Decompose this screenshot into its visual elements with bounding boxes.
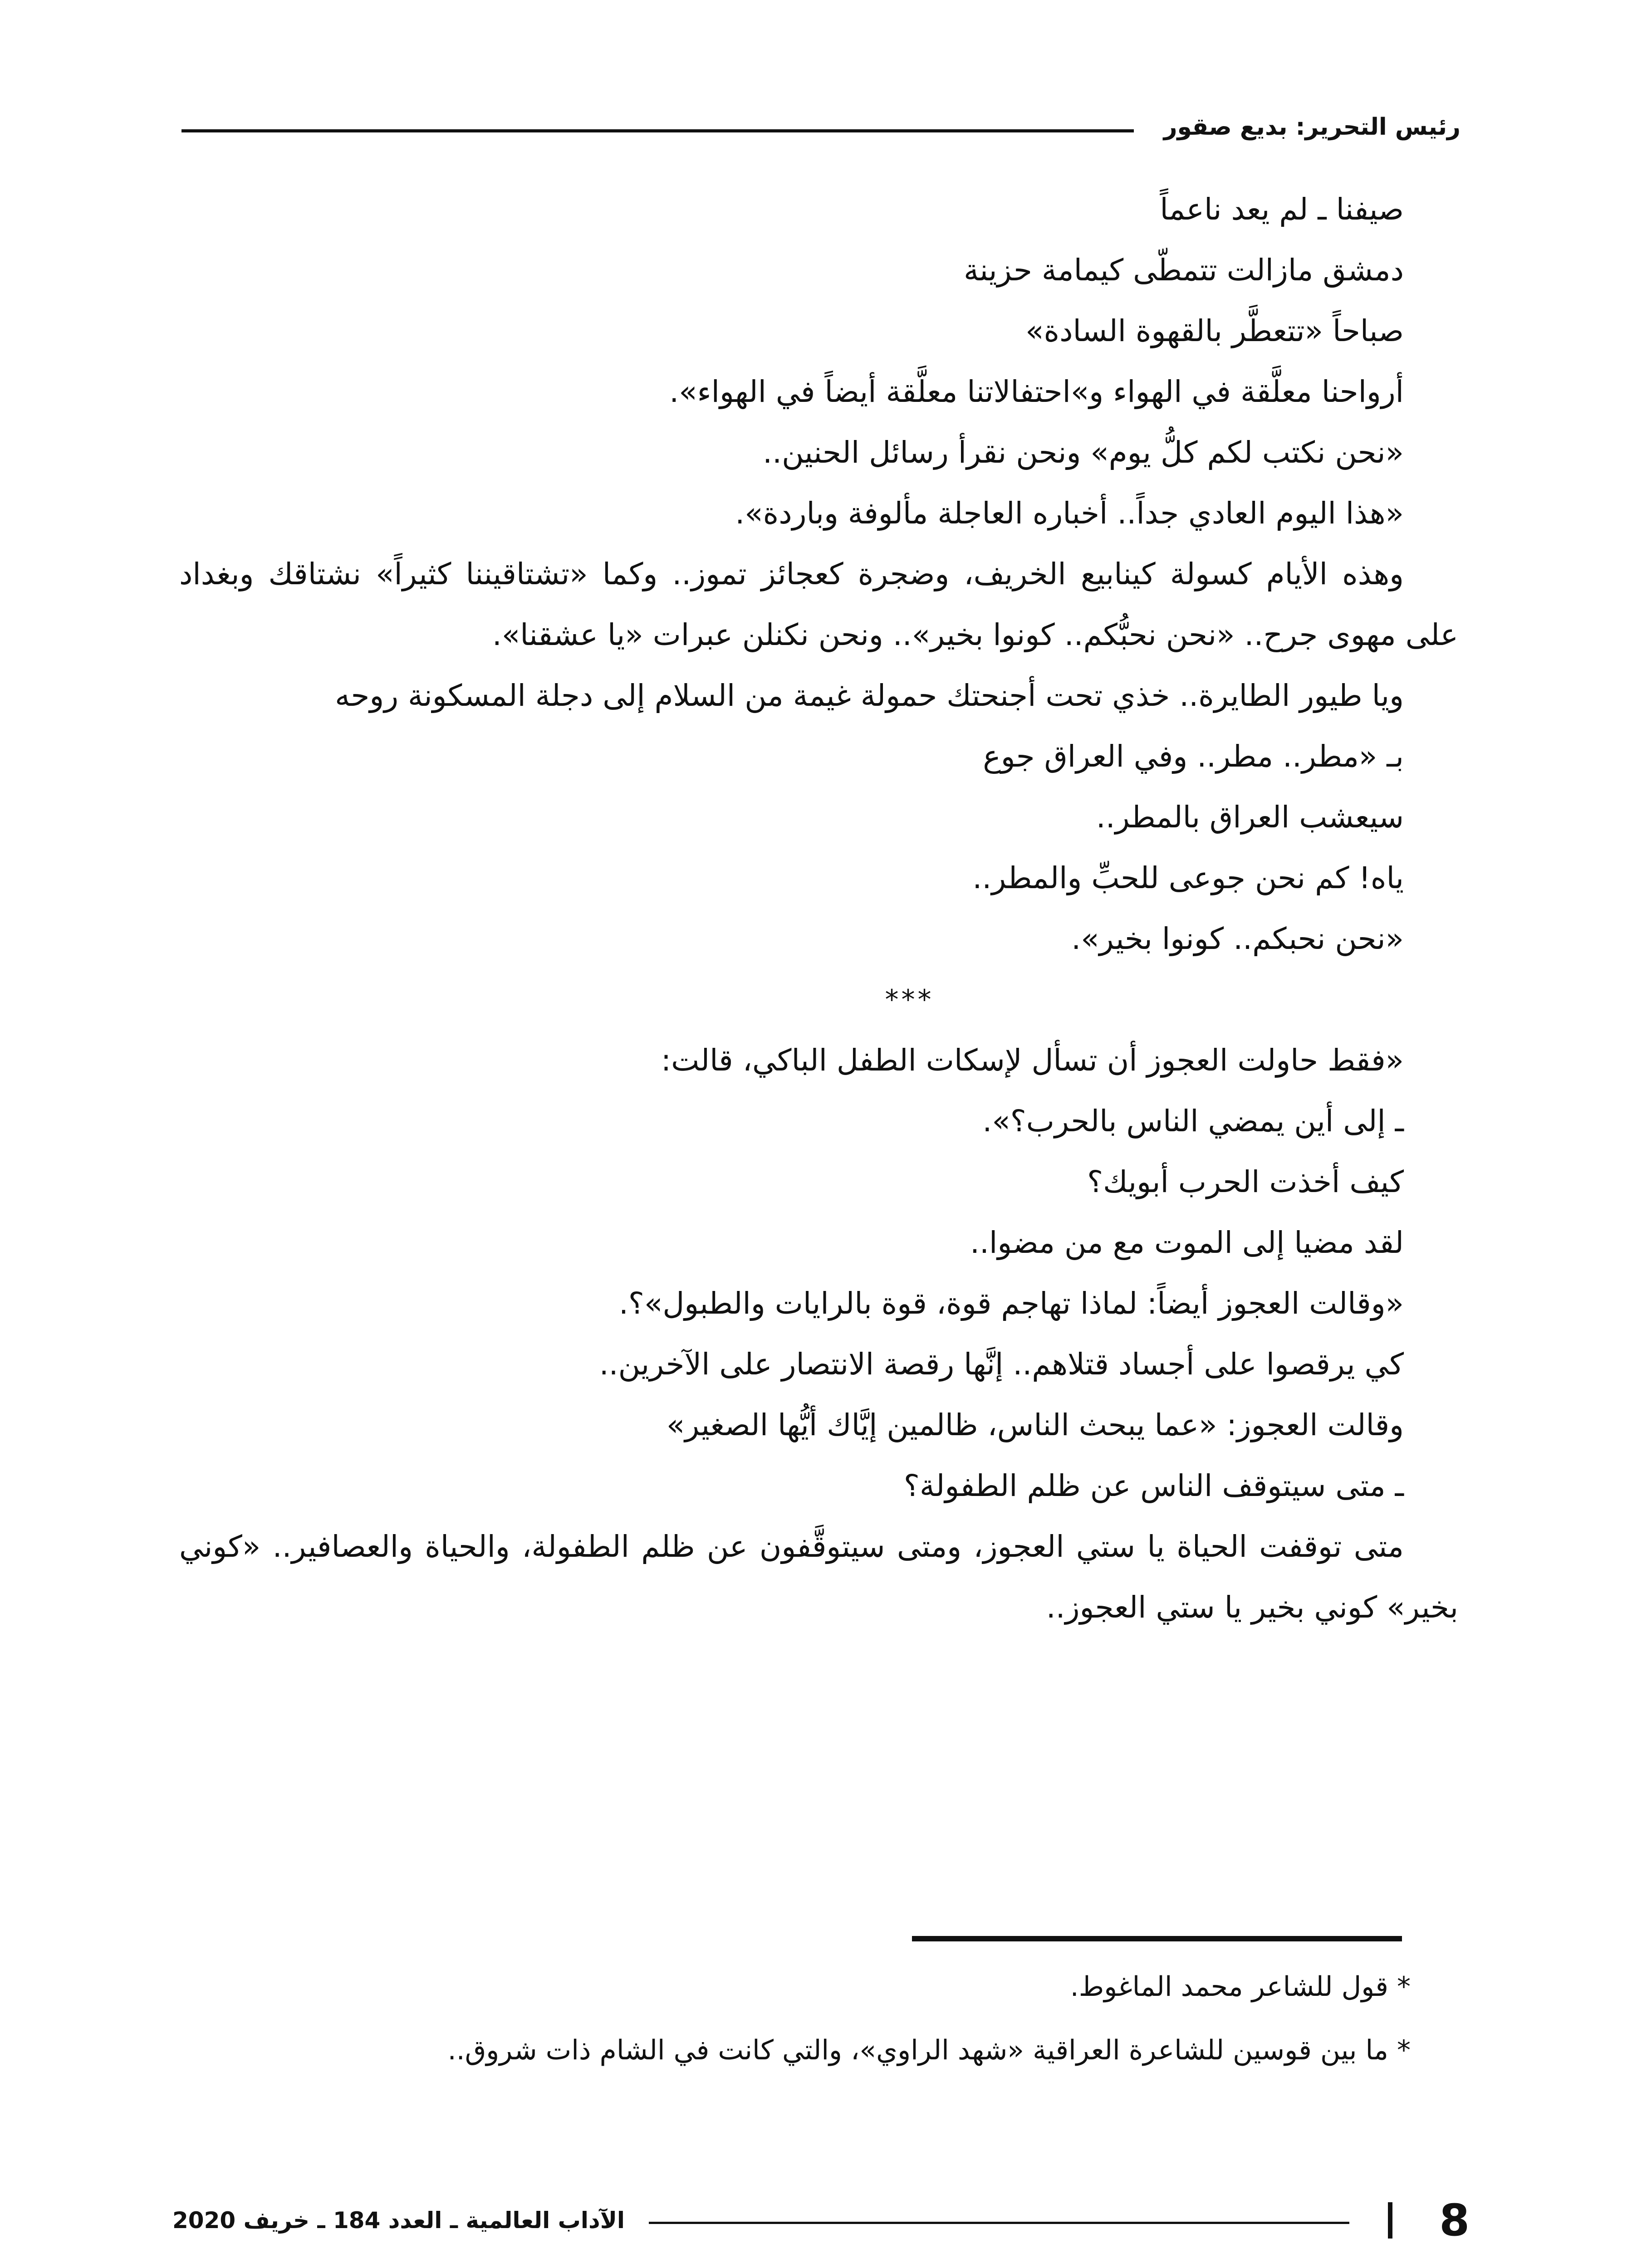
verse-line: ـ إلى أين يمضي الناس بالحرب؟». — [982, 1104, 1404, 1139]
verse-line: «وقالت العجوز أيضاً: لماذا تهاجم قوة، قوة بالرايات والطبول»؟. — [618, 1286, 1404, 1321]
verse-line: كيف أخذت الحرب أبويك؟ — [1087, 1164, 1404, 1199]
editor-in-chief-line: رئيس التحرير: بديع صقور — [1163, 113, 1461, 141]
verse-line: صيفنا ـ لم يعد ناعماً — [1160, 192, 1404, 227]
verse-line: سيعشب العراق بالمطر.. — [1096, 800, 1404, 835]
verse-line: وقالت العجوز: «عما يبحث الناس، ظالمين إيَّاك أيُّها الصغير» — [666, 1408, 1404, 1442]
journal-issue-line: الآداب العالمية ـ العدد 184 ـ خريف 2020 — [172, 2207, 625, 2234]
verse-line: ـ متى سيتوقف الناس عن ظلم الطفولة؟ — [903, 1468, 1404, 1503]
verse-line: بـ «مطر.. مطر.. وفي العراق جوع — [983, 739, 1404, 774]
article-body — [179, 179, 1458, 1812]
verse-line: «نحن نكتب لكم كلُّ يوم» ونحن نقرأ رسائل الحنين.. — [763, 435, 1404, 470]
page-header — [181, 102, 1461, 152]
verse-line: كي يرقصوا على أجساد قتلاهم.. إنَّها رقصة الانتصار على الآخرين.. — [599, 1347, 1404, 1382]
verse-line: «فقط حاولت العجوز أن تسأل لإسكات الطفل الباكي، قالت: — [661, 1043, 1404, 1078]
body-paragraph: متى توقفت الحياة يا ستي العجوز، ومتى سيتوقَّفون عن ظلم الطفولة، والحياة والعصافير.. «كوني بخير» كوني بخير يا ستي العجوز.. — [179, 1529, 1458, 1625]
footnote: * قول للشاعر محمد الماغوط. — [1070, 1971, 1411, 2003]
page-footer — [172, 2195, 1470, 2245]
verse-line: دمشق مازالت تتمطّى كيمامة حزينة — [964, 253, 1404, 288]
footer-divider — [1388, 2202, 1392, 2239]
verse-line: «هذا اليوم العادي جداً.. أخباره العاجلة مألوفة وباردة». — [735, 496, 1404, 531]
footer-rule — [649, 2222, 1349, 2224]
verse-line: «نحن نحبكم.. كونوا بخير». — [1071, 921, 1404, 956]
verse-line: ياه! كم نحن جوعى للحبِّ والمطر.. — [972, 860, 1404, 895]
footnote-rule — [912, 1936, 1402, 1941]
footnotes — [179, 1955, 1411, 2082]
verse-line: لقد مضيا إلى الموت مع من مضوا.. — [970, 1225, 1404, 1260]
body-paragraph: ويا طيور الطايرة.. خذي تحت أجنحتك حمولة غيمة من السلام إلى دجلة المسكونة روحه — [335, 678, 1404, 713]
page-number: 8 — [1439, 2195, 1470, 2246]
verse-line: أرواحنا معلَّقة في الهواء و»احتفالاتنا معلَّقة أيضاً في الهواء». — [669, 374, 1404, 409]
verse-line: صباحاً «تتعطَّر بالقهوة السادة» — [1025, 313, 1404, 348]
body-paragraph: وهذه الأيام كسولة كينابيع الخريف، وضجرة كعجائز تموز.. وكما «تشتاقيننا كثيراً» نشتاقك وبغداد على مهوى جرح.. «نحن نحبُّكم.. كونوا بخير».. ونحن نكنلن عبرات «يا عشقنا». — [179, 557, 1458, 652]
header-rule — [181, 129, 1134, 132]
footnote: * ما بين قوسين للشاعرة العراقية «شهد الراوي»، والتي كانت في الشام ذات شروق.. — [447, 2034, 1411, 2066]
section-separator: *** — [885, 984, 934, 1016]
